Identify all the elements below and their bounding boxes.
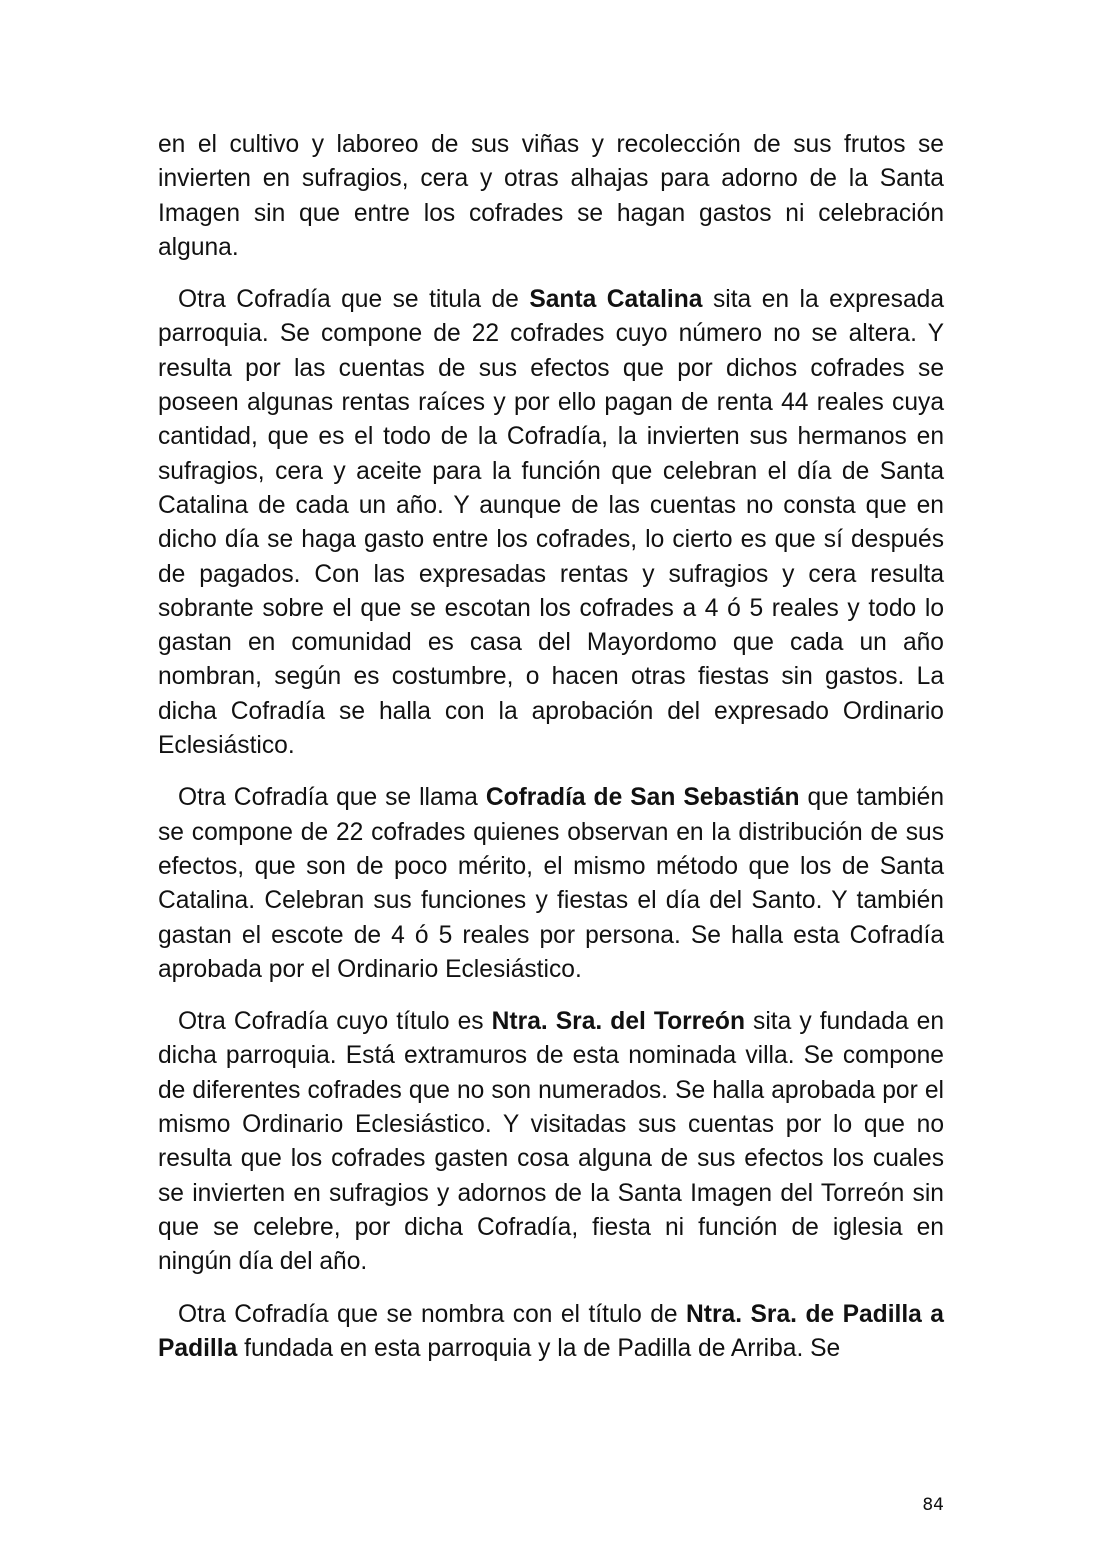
paragraph-text: Otra Cofradía que se titula de: [178, 286, 530, 314]
cofradia-name-torreon: Ntra. Sra. del Torreón: [491, 1008, 745, 1036]
cofradia-name-padilla: Ntra. Sra. de Padilla a Padilla: [158, 1300, 944, 1362]
paragraph-text: Otra Cofradía que se llama: [178, 784, 486, 812]
paragraph-text: fundada en esta parroquia y la de Padilla de Arriba. Se: [237, 1334, 841, 1362]
paragraph-text: sita en la expresada parroquia. Se compone de 22 cofrades cuyo número no se altera. Y resulta por las cuentas de sus efectos que por dichos cofrades se poseen algunas rentas raíces y por ello pagan de renta 44 reales cuya cantidad, que es el todo de la Cofradía, la invierten sus hermanos en sufragios, cera y aceite para la función que celebran el día de Santa Catalina de cada un año. Y aunque de las cuentas no consta que en dicho día se haga gasto entre los cofrades, lo cierto es que sí después de pagados. Con las expresadas rentas y sufragios y cera resulta sobrante sobre el que se escotan los cofrades a 4 ó 5 reales y todo lo gastan en comunidad es casa del Mayordomo que cada un año nombran, según es costumbre, o hacen otras fiestas sin gastos. La dicha Cofradía se halla con la aprobación del expresado Ordinario Eclesiástico.: [158, 286, 944, 760]
page-number: 84: [922, 1495, 944, 1515]
paragraph-san-sebastian: [158, 781, 944, 987]
paragraph-text: que también se compone de 22 cofrades quienes observan en la distribución de sus efectos, que son de poco mérito, el mismo método que los de Santa Catalina. Celebran sus funciones y fiestas el día del Santo. Y también gastan el escote de 4 ó 5 reales por persona. Se halla esta Cofradía aprobada por el Ordinario Eclesiástico.: [158, 784, 944, 983]
paragraph-text: Otra Cofradía que se nombra con el título de: [178, 1300, 687, 1328]
paragraph-text: sita y fundada en dicha parroquia. Está extramuros de esta nominada villa. Se compone de diferentes cofrades que no son numerados. Se halla aprobada por el mismo Ordinario Eclesiástico. Y visitadas sus cuentas por lo que no resulta que los cofrades gasten cosa alguna de sus efectos los cuales se invierten en sufragios y adornos de la Santa Imagen del Torreón sin que se celebre, por dicha Cofradía, fiesta ni función de iglesia en ningún día del año.: [158, 1008, 944, 1276]
cofradia-name-santa-catalina: Santa Catalina: [529, 286, 703, 314]
paragraph-text: en el cultivo y laboreo de sus viñas y recolección de sus frutos se invierten en sufragios, cera y otras alhajas para adorno de la Santa Imagen sin que entre los cofrades se hagan gastos ni celebración alguna.: [158, 131, 944, 261]
paragraph-santa-catalina: [158, 283, 944, 763]
paragraph-continuation: [158, 128, 944, 265]
paragraph-torreon: [158, 1005, 944, 1279]
document-page: [158, 128, 944, 1384]
paragraph-padilla: [158, 1298, 944, 1367]
paragraph-text: Otra Cofradía cuyo título es: [178, 1008, 492, 1036]
cofradia-name-san-sebastian: Cofradía de San Sebastián: [485, 784, 800, 812]
